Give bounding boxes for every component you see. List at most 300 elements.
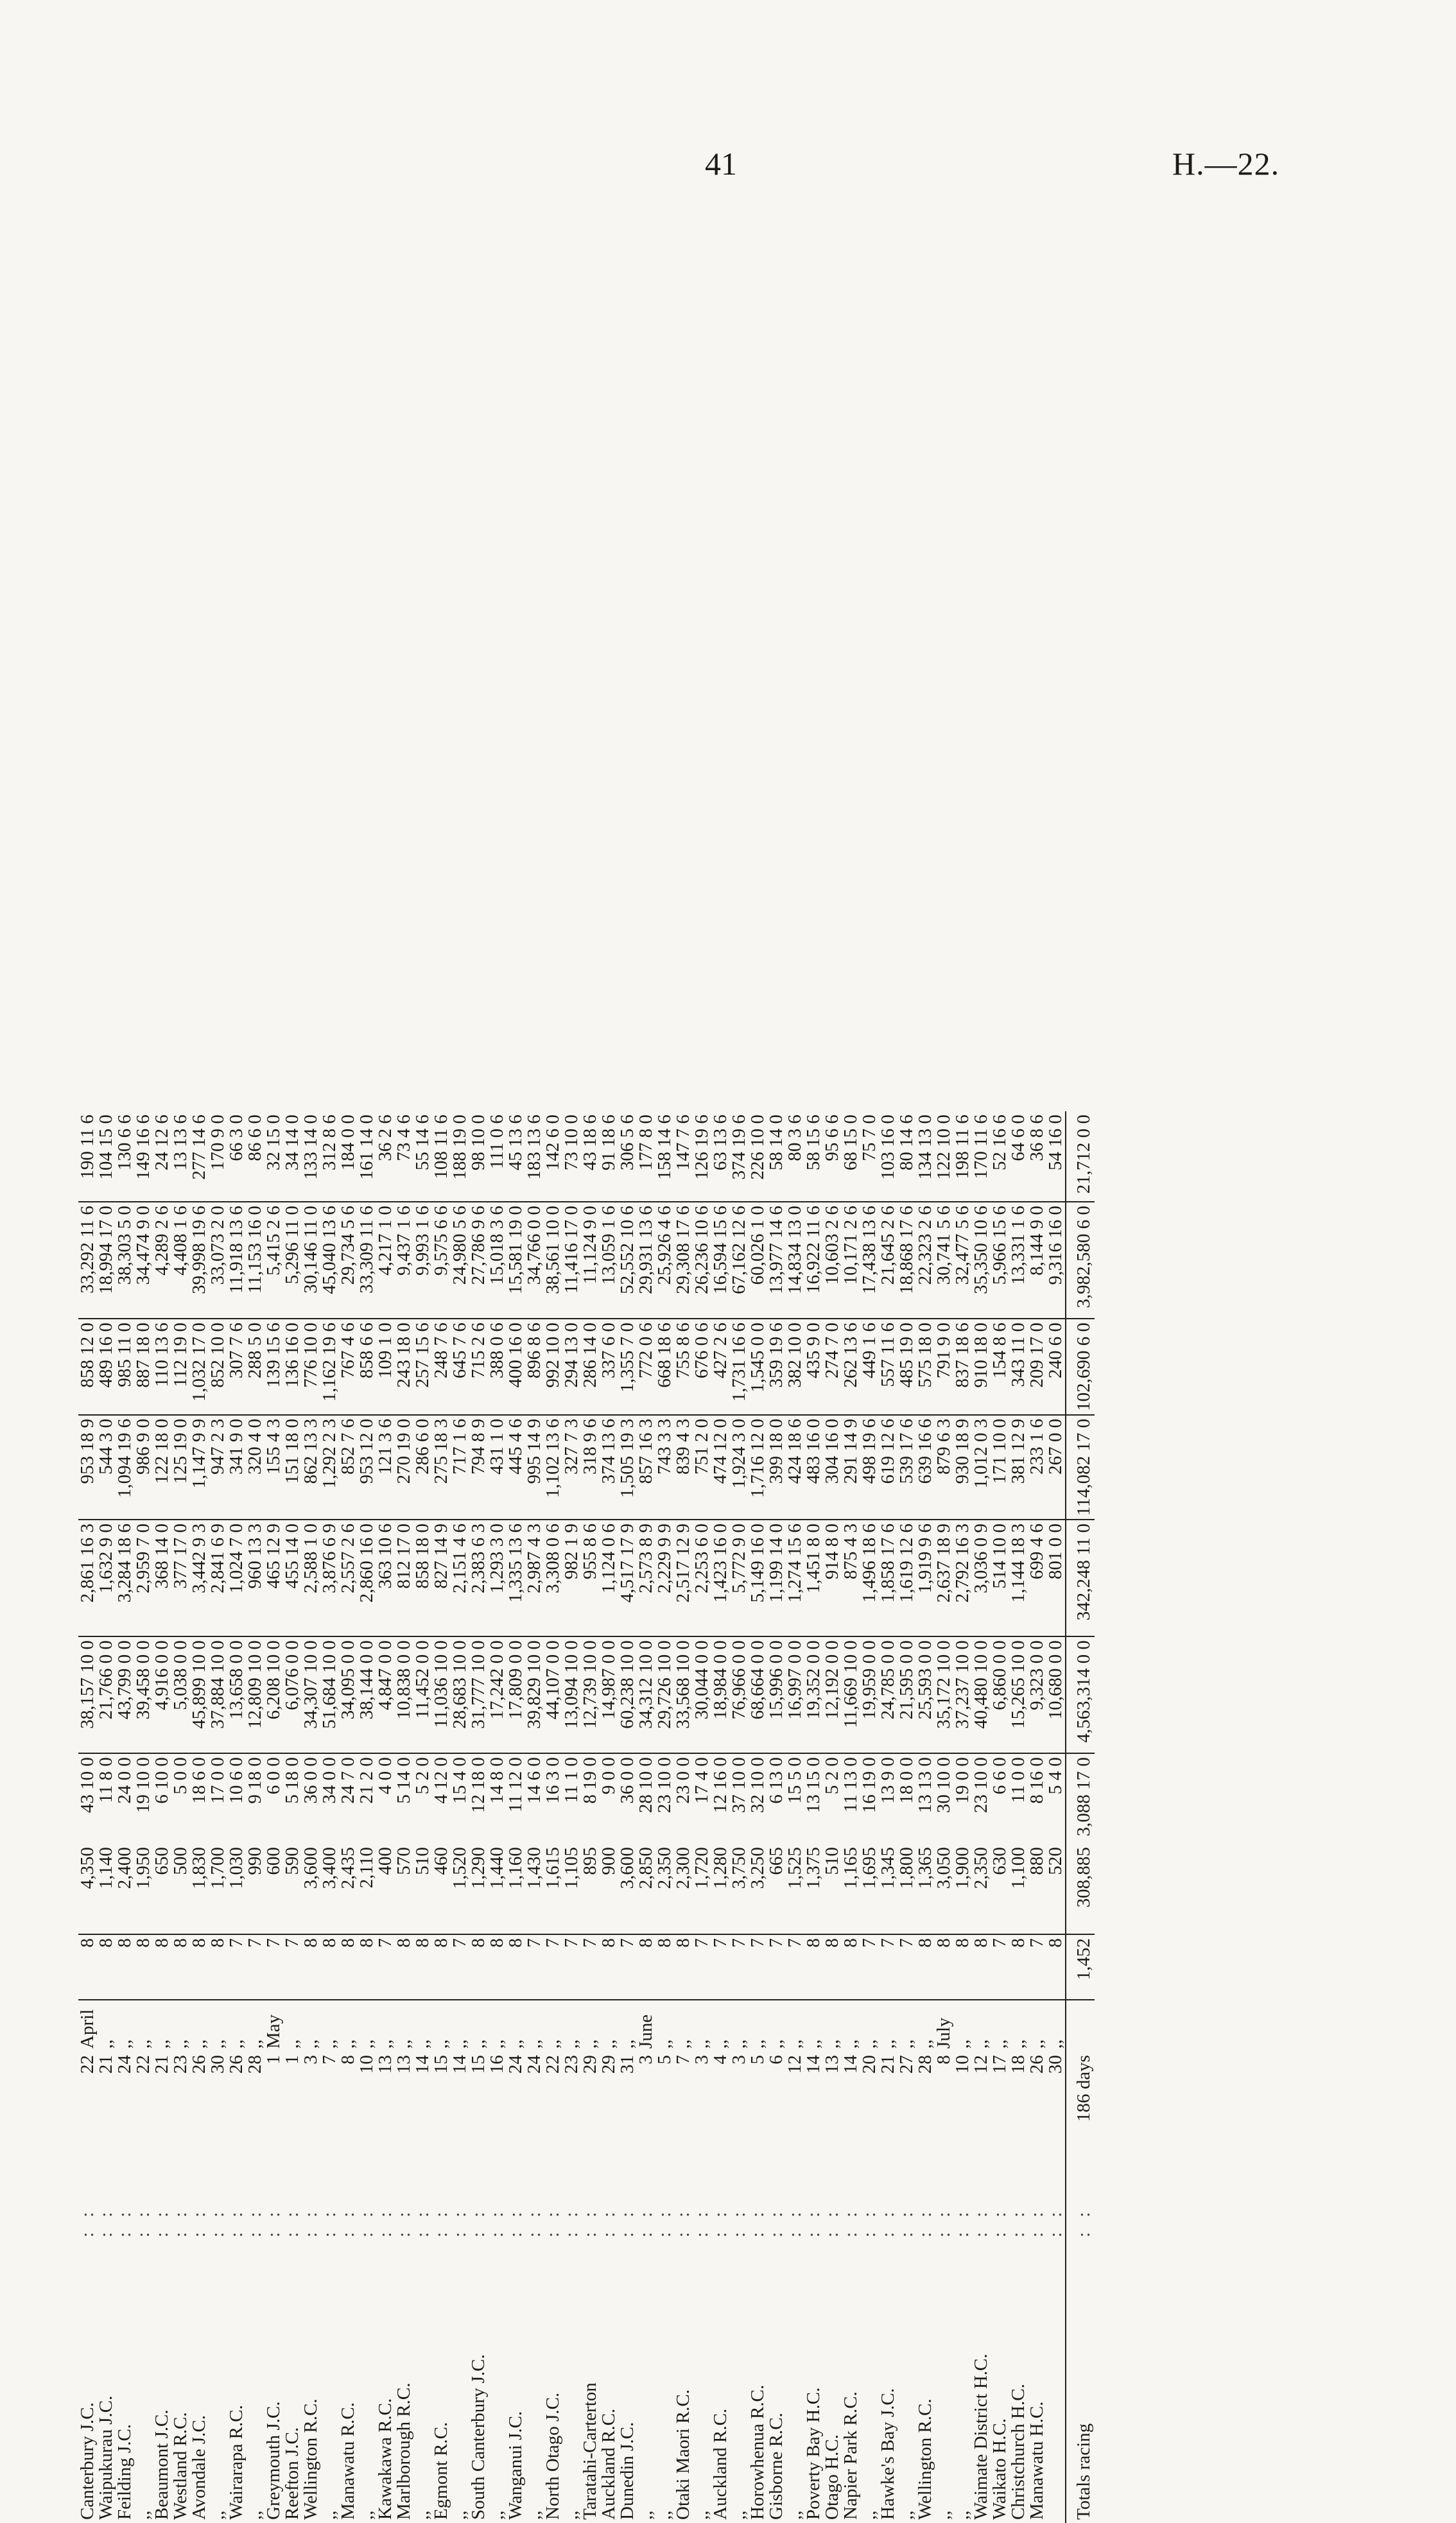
- cell-club: Waimate District H.C.: [971, 2354, 991, 2520]
- cell-mon: ,,: [822, 2039, 842, 2049]
- cell-d2: 73 10 0: [562, 1111, 581, 1202]
- cell-b1: 24,785 0 0: [879, 1636, 897, 1753]
- cell-a1: 3,600: [302, 1844, 320, 1934]
- cell-a2: 21 2 0: [356, 1757, 377, 1804]
- cell-dots: : :: [319, 2207, 340, 2237]
- cell-club: Otago H.C.: [822, 2434, 842, 2520]
- table-row: [786, 1111, 804, 2523]
- cell-b2: 2,383 6 3: [469, 1520, 488, 1636]
- cell-b2: 875 4 3: [842, 1520, 860, 1636]
- cell-mon: ,,: [96, 2039, 116, 2049]
- cell-c1: 953 12 0: [358, 1415, 376, 1520]
- cell-b2: 5,772 9 0: [730, 1520, 749, 1636]
- cell-d1: 5,296 11 0: [283, 1202, 302, 1319]
- table-row: [879, 1111, 897, 2523]
- table-row: [562, 1111, 581, 2523]
- cell-b2: 514 10 0: [991, 1520, 1009, 1636]
- cell-a2: 15 5 0: [784, 1757, 805, 1804]
- cell-b1: 39,458 0 0: [134, 1636, 153, 1753]
- cell-days: 8: [823, 1934, 842, 2000]
- cell-mon: ,,: [487, 2039, 507, 2049]
- cell-a1: 2,400: [116, 1844, 134, 1934]
- cell-c2: 307 7 6: [227, 1319, 246, 1415]
- cell-b1: 25,593 0 0: [916, 1636, 935, 1753]
- cell-club: Otaki Maori R.C.: [673, 2389, 693, 2520]
- racing-returns-table: [78, 1111, 1095, 2523]
- cell-club: ,,: [859, 2510, 880, 2520]
- cell-days: 8: [339, 1934, 358, 2000]
- cell-dots: : :: [487, 2207, 507, 2237]
- cell-a2: 9 0 0: [598, 1757, 619, 1795]
- cell-c1: 424 18 6: [786, 1415, 804, 1520]
- cell-dots: : :: [375, 2207, 395, 2237]
- total-c2: 102,690 6 0: [1066, 1319, 1095, 1415]
- cell-c1: 374 13 6: [600, 1415, 618, 1520]
- cell-dots: : :: [952, 2207, 973, 2237]
- cell-c2: 435 9 0: [804, 1319, 823, 1415]
- cell-d2: 126 19 6: [693, 1111, 711, 1202]
- cell-c1: 986 9 0: [134, 1415, 153, 1520]
- cell-d2: 55 14 6: [413, 1111, 432, 1202]
- cell-b1: 30,044 0 0: [693, 1636, 711, 1753]
- table-row: [860, 1111, 879, 2523]
- cell-mon: ,,: [803, 2039, 824, 2049]
- table-row: [1009, 1111, 1028, 2523]
- cell-c1: 857 16 3: [637, 1415, 655, 1520]
- cell-club: ,,: [356, 2510, 377, 2520]
- cell-day: 22: [542, 2055, 563, 2074]
- cell-b2: 699 4 6: [1028, 1520, 1046, 1636]
- cell-b2: 812 17 0: [395, 1520, 413, 1636]
- cell-a1: 3,250: [749, 1844, 767, 1934]
- cell-d1: 29,734 5 6: [339, 1202, 358, 1319]
- cell-c1: 327 7 3: [562, 1415, 581, 1520]
- cell-d2: 75 7 0: [860, 1111, 879, 1202]
- cell-d2: 184 0 0: [339, 1111, 358, 1202]
- cell-a1: 1,700: [209, 1844, 227, 1934]
- cell-days: 8: [209, 1934, 227, 2000]
- cell-d2: 80 14 6: [897, 1111, 916, 1202]
- cell-c1: 794 8 9: [469, 1415, 488, 1520]
- cell-c1: 852 7 6: [339, 1415, 358, 1520]
- cell-c2: 791 9 0: [935, 1319, 953, 1415]
- cell-mon: ,,: [338, 2039, 358, 2049]
- table-row: [432, 1111, 451, 2523]
- cell-mon: ,,: [133, 2039, 153, 2049]
- cell-c2: 400 16 0: [507, 1319, 525, 1415]
- cell-a1: 1,100: [1009, 1844, 1028, 1934]
- cell-day: 21: [152, 2055, 172, 2074]
- table-row: [358, 1111, 376, 2523]
- cell-a2: 13 9 0: [878, 1757, 898, 1804]
- cell-a2: 23 0 0: [673, 1757, 693, 1804]
- cell-c2: 772 0 6: [637, 1319, 655, 1415]
- cell-d2: 58 15 6: [804, 1111, 823, 1202]
- cell-day: 1: [263, 2055, 284, 2065]
- cell-club: Kawakawa R.C.: [375, 2398, 395, 2520]
- table-row: [600, 1111, 618, 2523]
- cell-c2: 294 13 0: [562, 1319, 581, 1415]
- cell-a2: 14 6 0: [524, 1757, 544, 1804]
- cell-b2: 377 17 0: [171, 1520, 190, 1636]
- cell-a2: 24 7 0: [338, 1757, 358, 1804]
- cell-dots: : :: [245, 2207, 265, 2237]
- cell-club: Poverty Bay H.C.: [803, 2387, 824, 2520]
- cell-d1: 25,926 4 6: [655, 1202, 674, 1319]
- cell-a2: 23 10 0: [971, 1757, 991, 1814]
- cell-day: 12: [971, 2055, 991, 2074]
- cell-mon: April: [77, 2009, 98, 2049]
- cell-c2: 858 6 6: [358, 1319, 376, 1415]
- cell-c1: 639 16 6: [916, 1415, 935, 1520]
- cell-d2: 306 5 6: [618, 1111, 637, 1202]
- cell-club: Canterbury J.C.: [77, 2402, 98, 2520]
- cell-a1: 2,300: [674, 1844, 693, 1934]
- cell-d1: 5,966 15 6: [991, 1202, 1009, 1319]
- cell-c2: 1,355 7 0: [618, 1319, 637, 1415]
- cell-c2: 485 19 0: [897, 1319, 916, 1415]
- cell-a2: 6 0 0: [263, 1757, 284, 1795]
- cell-day: 30: [1045, 2055, 1066, 2074]
- cell-mon: ,,: [840, 2039, 861, 2049]
- table-row: [302, 1111, 320, 2523]
- cell-d1: 17,438 13 6: [860, 1202, 879, 1319]
- cell-b2: 2,151 4 6: [451, 1520, 469, 1636]
- cell-a1: 2,350: [972, 1844, 991, 1934]
- cell-dots: : :: [710, 2207, 731, 2237]
- cell-days: 7: [730, 1934, 749, 2000]
- cell-day: 18: [1008, 2055, 1028, 2074]
- cell-club: Feilding J.C.: [114, 2423, 135, 2520]
- table-body: [78, 1111, 1095, 2523]
- cell-a1: 1,280: [711, 1844, 730, 1934]
- cell-b1: 38,157 10 0: [78, 1636, 97, 1753]
- cell-dots: : :: [729, 2207, 749, 2237]
- cell-a1: 990: [246, 1844, 264, 1934]
- cell-b2: 1,199 14 0: [767, 1520, 786, 1636]
- cell-d1: 33,073 2 0: [209, 1202, 227, 1319]
- cell-c2: 1,545 0 0: [749, 1319, 767, 1415]
- document-reference: H.—22.: [1172, 146, 1280, 182]
- cell-a1: 1,430: [525, 1844, 544, 1934]
- cell-d2: 374 19 6: [730, 1111, 749, 1202]
- cell-day: 23: [561, 2055, 582, 2074]
- table-row: [1046, 1111, 1066, 2523]
- cell-mon: ,,: [1008, 2039, 1028, 2049]
- cell-day: 13: [822, 2055, 842, 2074]
- cell-days: 8: [1009, 1934, 1028, 2000]
- cell-a2: 8 19 0: [580, 1757, 600, 1804]
- cell-a2: 19 10 0: [133, 1757, 153, 1814]
- cell-a2: 23 10 0: [654, 1757, 675, 1814]
- cell-d2: 183 13 6: [525, 1111, 544, 1202]
- cell-c2: 1,032 17 0: [190, 1319, 209, 1415]
- cell-dots: : :: [803, 2207, 824, 2237]
- cell-b1: 15,996 0 0: [767, 1636, 786, 1753]
- cell-d2: 64 6 0: [1009, 1111, 1028, 1202]
- cell-day: 22: [133, 2055, 153, 2074]
- cell-c2: 388 0 6: [488, 1319, 507, 1415]
- cell-a2: 5 2 0: [412, 1757, 433, 1795]
- cell-b2: 2,987 4 3: [525, 1520, 544, 1636]
- cell-d1: 21,645 2 6: [879, 1202, 897, 1319]
- cell-c2: 910 18 0: [972, 1319, 991, 1415]
- table-row: [134, 1111, 153, 2523]
- cell-b1: 4,916 0 0: [153, 1636, 171, 1753]
- cell-b1: 51,684 10 0: [320, 1636, 339, 1753]
- cell-mon: ,,: [319, 2039, 340, 2049]
- cell-a1: 3,750: [730, 1844, 749, 1934]
- cell-dots: : :: [152, 2207, 172, 2237]
- total-d2: 21,712 0 0: [1066, 1111, 1095, 1202]
- cell-d2: 122 10 0: [935, 1111, 953, 1202]
- cell-d1: 33,292 11 6: [78, 1202, 97, 1319]
- cell-d1: 26,236 10 6: [693, 1202, 711, 1319]
- cell-a2: 15 4 0: [449, 1757, 470, 1804]
- cell-a1: 1,695: [860, 1844, 879, 1934]
- cell-b1: 40,480 10 0: [972, 1636, 991, 1753]
- cell-dots: : :: [133, 2207, 153, 2237]
- cell-club: North Otago J.C.: [542, 2392, 563, 2520]
- cell-b2: 1,335 13 6: [507, 1520, 525, 1636]
- cell-b1: 37,237 10 0: [953, 1636, 972, 1753]
- cell-d2: 147 7 6: [674, 1111, 693, 1202]
- cell-c2: 668 18 6: [655, 1319, 674, 1415]
- cell-d2: 13 13 6: [171, 1111, 190, 1202]
- cell-c2: 557 11 6: [879, 1319, 897, 1415]
- table-row: [544, 1111, 562, 2523]
- cell-c1: 275 18 3: [432, 1415, 451, 1520]
- cell-c1: 270 19 0: [395, 1415, 413, 1520]
- cell-days: 8: [413, 1934, 432, 2000]
- cell-b1: 34,312 10 0: [637, 1636, 655, 1753]
- cell-a2: 11 12 0: [505, 1757, 526, 1813]
- cell-dots: : :: [170, 2207, 191, 2237]
- cell-mon: ,,: [226, 2039, 247, 2049]
- cell-day: 8: [933, 2055, 954, 2065]
- cell-a1: 1,165: [842, 1844, 860, 1934]
- cell-a1: 1,140: [97, 1844, 116, 1934]
- cell-b1: 12,192 0 0: [823, 1636, 842, 1753]
- cell-c2: 715 2 6: [469, 1319, 488, 1415]
- cell-a1: 510: [413, 1844, 432, 1934]
- cell-day: 14: [412, 2055, 433, 2074]
- cell-d2: 91 18 6: [600, 1111, 618, 1202]
- cell-dots: : :: [747, 2207, 768, 2237]
- cell-a1: 400: [376, 1844, 395, 1934]
- cell-a1: 665: [767, 1844, 786, 1934]
- cell-b1: 21,766 0 0: [97, 1636, 116, 1753]
- cell-mon: ,,: [747, 2039, 768, 2049]
- cell-c1: 995 14 9: [525, 1415, 544, 1520]
- cell-day: 13: [394, 2055, 414, 2074]
- cell-c1: 233 1 6: [1028, 1415, 1046, 1520]
- cell-d2: 142 6 0: [544, 1111, 562, 1202]
- cell-b1: 15,265 10 0: [1009, 1636, 1028, 1753]
- cell-b2: 3,308 0 6: [544, 1520, 562, 1636]
- cell-c2: 286 14 0: [581, 1319, 600, 1415]
- cell-d2: 312 8 6: [320, 1111, 339, 1202]
- cell-c1: 1,716 12 0: [749, 1415, 767, 1520]
- cell-a2: 4 12 0: [431, 1757, 451, 1804]
- cell-b2: 858 18 0: [413, 1520, 432, 1636]
- cell-mon: ,,: [580, 2039, 600, 2049]
- cell-a1: 1,950: [134, 1844, 153, 1934]
- cell-mon: ,,: [952, 2039, 973, 2049]
- cell-mon: ,,: [524, 2039, 544, 2049]
- total-a2: 3,088 17 0: [1066, 1753, 1095, 1844]
- cell-mon: ,,: [971, 2039, 991, 2049]
- cell-dots: : :: [636, 2207, 656, 2237]
- cell-d1: 34,474 9 0: [134, 1202, 153, 1319]
- table-row: [376, 1111, 395, 2523]
- cell-b1: 11,452 0 0: [413, 1636, 432, 1753]
- cell-d1: 39,998 19 6: [190, 1202, 209, 1319]
- cell-b2: 5,149 16 0: [749, 1520, 767, 1636]
- table-row: [209, 1111, 227, 2523]
- cell-a2: 36 0 0: [300, 1757, 321, 1804]
- cell-c2: 110 13 6: [153, 1319, 171, 1415]
- cell-b2: 2,517 12 9: [674, 1520, 693, 1636]
- cell-a2: 10 6 0: [226, 1757, 247, 1804]
- cell-b2: 368 14 0: [153, 1520, 171, 1636]
- cell-dots: : :: [412, 2207, 433, 2237]
- cell-c2: 112 19 0: [171, 1319, 190, 1415]
- table-row: [246, 1111, 264, 2523]
- cell-mon: ,,: [245, 2039, 265, 2049]
- cell-b2: 1,124 0 6: [600, 1520, 618, 1636]
- cell-a1: 900: [600, 1844, 618, 1934]
- cell-b2: 1,619 12 6: [897, 1520, 916, 1636]
- cell-days: 7: [544, 1934, 562, 2000]
- cell-mon: ,,: [896, 2039, 917, 2049]
- cell-b2: 1,274 15 6: [786, 1520, 804, 1636]
- cell-a1: 1,030: [227, 1844, 246, 1934]
- cell-d1: 38,303 5 0: [116, 1202, 134, 1319]
- cell-club: Taratahi-Carterton: [580, 2382, 600, 2520]
- cell-a1: 520: [1046, 1844, 1066, 1934]
- cell-c1: 445 4 6: [507, 1415, 525, 1520]
- cell-c1: 399 18 0: [767, 1415, 786, 1520]
- cell-day: 13: [375, 2055, 395, 2074]
- cell-d1: 9,316 16 0: [1046, 1202, 1066, 1319]
- cell-b2: 3,284 18 6: [116, 1520, 134, 1636]
- table-row: [674, 1111, 693, 2523]
- cell-day: 27: [896, 2055, 917, 2074]
- cell-mon: ,,: [114, 2039, 135, 2049]
- cell-d2: 54 16 0: [1046, 1111, 1066, 1202]
- cell-club: [1046, 2241, 1066, 2523]
- cell-d1: 45,040 13 6: [320, 1202, 339, 1319]
- cell-mon: ,,: [617, 2039, 637, 2049]
- cell-day: 14: [449, 2055, 470, 2074]
- cell-b1: 31,777 10 0: [469, 1636, 488, 1753]
- cell-dots: : :: [505, 2207, 526, 2237]
- cell-mon: ,,: [766, 2039, 786, 2049]
- cell-day: 15: [468, 2055, 489, 2074]
- cell-a1: 1,830: [190, 1844, 209, 1934]
- cell-days: 8: [469, 1934, 488, 2000]
- cell-c2: 243 18 0: [395, 1319, 413, 1415]
- cell-c1: 930 18 9: [953, 1415, 972, 1520]
- cell-dots: : :: [766, 2207, 786, 2237]
- cell-d1: 13,059 1 6: [600, 1202, 618, 1319]
- cell-dots: : :: [524, 2207, 544, 2237]
- cell-a2: 9 18 0: [245, 1757, 265, 1804]
- cell-club: Manawatu H.C.: [1027, 2401, 1047, 2520]
- cell-day: 7: [673, 2055, 693, 2065]
- table-row: [897, 1111, 916, 2523]
- cell-c1: 498 19 6: [860, 1415, 879, 1520]
- cell-b1: 34,307 10 0: [302, 1636, 320, 1753]
- cell-b1: 76,966 0 0: [730, 1636, 749, 1753]
- cell-c1: 1,102 13 6: [544, 1415, 562, 1520]
- table-row: [730, 1111, 749, 2523]
- cell-days: 8: [953, 1934, 972, 2000]
- cell-days: 8: [358, 1934, 376, 2000]
- cell-d2: 32 15 0: [264, 1111, 283, 1202]
- cell-mon: ,,: [1027, 2039, 1047, 2049]
- cell-c1: 267 0 0: [1046, 1415, 1066, 1520]
- cell-dots: : :: [1008, 2207, 1028, 2237]
- table-row: [171, 1111, 190, 2523]
- cell-a1: 1,290: [469, 1844, 488, 1934]
- cell-a2: 5 14 0: [394, 1757, 414, 1804]
- total-b1: 4,563,314 0 0: [1066, 1636, 1095, 1753]
- cell-c1: 291 14 9: [842, 1415, 860, 1520]
- cell-a1: 1,345: [879, 1844, 897, 1934]
- cell-day: 8: [338, 2055, 358, 2065]
- cell-c1: 122 18 0: [153, 1415, 171, 1520]
- cell-mon: July: [933, 2017, 954, 2049]
- table-row: [991, 1111, 1009, 2523]
- cell-a2: 36 0 0: [617, 1757, 637, 1804]
- cell-d1: 9,993 1 6: [413, 1202, 432, 1319]
- cell-b2: 1,858 17 6: [879, 1520, 897, 1636]
- cell-day: 24: [524, 2055, 544, 2074]
- cell-a2: 5 0 0: [170, 1757, 191, 1795]
- cell-c2: 139 15 6: [264, 1319, 283, 1415]
- cell-days: 8: [842, 1934, 860, 2000]
- cell-a1: 1,105: [562, 1844, 581, 1934]
- cell-d1: 11,416 17 0: [562, 1202, 581, 1319]
- table-row: [190, 1111, 209, 2523]
- cell-d1: 15,018 3 6: [488, 1202, 507, 1319]
- cell-d2: 190 11 6: [78, 1111, 97, 1202]
- cell-c2: 262 13 6: [842, 1319, 860, 1415]
- cell-dots: : :: [356, 2207, 377, 2237]
- cell-mon: ,,: [170, 2039, 191, 2049]
- cell-dots: : :: [77, 2207, 98, 2237]
- cell-day: 3: [691, 2055, 712, 2065]
- cell-a2: 11 0 0: [1008, 1757, 1028, 1803]
- cell-c2: 240 6 0: [1046, 1319, 1066, 1415]
- cell-b2: 2,792 16 3: [953, 1520, 972, 1636]
- cell-day: 6: [766, 2055, 786, 2065]
- cell-c2: 154 8 6: [991, 1319, 1009, 1415]
- cell-club: Napier Park R.C.: [840, 2391, 861, 2520]
- cell-dots: : :: [840, 2207, 861, 2237]
- cell-a1: 600: [264, 1844, 283, 1934]
- cell-club: ,,: [636, 2510, 656, 2520]
- cell-b1: 19,959 0 0: [860, 1636, 879, 1753]
- cell-b1: 10,680 0 0: [1046, 1636, 1066, 1753]
- cell-c1: 879 6 3: [935, 1415, 953, 1520]
- cell-club: ,,: [524, 2510, 544, 2520]
- cell-a2: 34 0 0: [319, 1757, 340, 1804]
- cell-b1: 13,658 0 0: [227, 1636, 246, 1753]
- cell-day: 26: [1027, 2055, 1047, 2074]
